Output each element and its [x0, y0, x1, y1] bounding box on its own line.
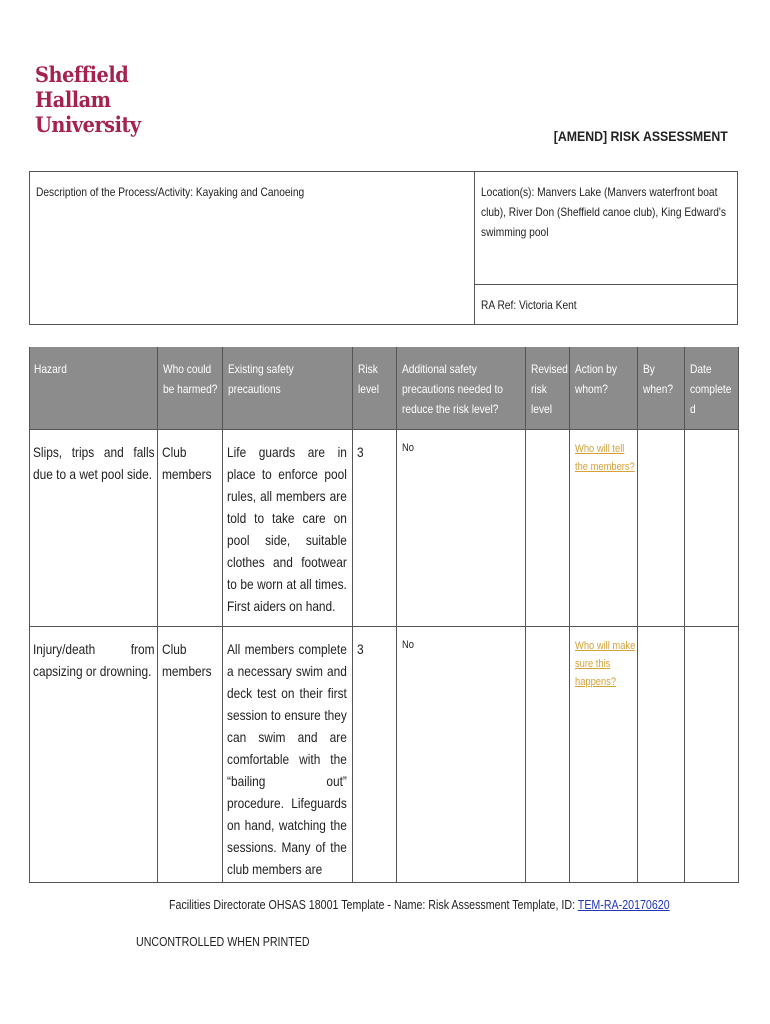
logo-line-3: University [35, 112, 141, 137]
info-table [29, 171, 738, 325]
row2-who: Club members [162, 641, 212, 679]
row-divider [29, 429, 738, 430]
document-title: [AMEND] RISK ASSESSMENT [553, 128, 728, 144]
uncontrolled-notice: UNCONTROLLED WHEN PRINTED [136, 934, 310, 949]
row1-additional: No [402, 442, 414, 454]
row2-risk-level: 3 [357, 641, 364, 657]
logo-line-1: Sheffield [35, 62, 129, 87]
header-action: Action by whom? [575, 362, 617, 396]
header-additional: Additional safety precautions needed to reduce the risk level? [402, 362, 503, 416]
description-cell [30, 172, 475, 324]
column-divider [157, 347, 158, 882]
column-divider [396, 347, 397, 882]
university-logo [35, 62, 141, 137]
column-divider [637, 347, 638, 882]
row1-action-link[interactable]: Who will tell the members? [575, 443, 635, 473]
row-divider [29, 626, 738, 627]
column-divider [684, 347, 685, 882]
row2-hazard: Injury/death from capsizing or drowning. [33, 641, 155, 679]
row1-hazard: Slips, trips and falls due to a wet pool side. [33, 444, 155, 482]
header-existing: Existing safety precautions [228, 362, 294, 396]
header-revised: Revised risk level [531, 362, 568, 416]
risk-table [29, 347, 739, 883]
column-divider [29, 347, 30, 882]
ra-ref-text: RA Ref: Victoria Kent [481, 298, 577, 312]
column-divider [352, 347, 353, 882]
row1-existing: Life guards are in place to enforce pool rules, all members are told to take care on pool side, suitable clothes and footwear to be worn at all times. First aiders on hand. [227, 444, 347, 614]
header-risk-level: Risk level [358, 362, 379, 396]
row1-risk-level: 3 [357, 444, 364, 460]
logo-line-2: Hallam [35, 87, 111, 112]
row1-who: Club members [162, 444, 212, 482]
template-id-link[interactable]: TEM-RA-20170620 [577, 897, 670, 912]
activity-description: Description of the Process/Activity: Kayaking and Canoeing [36, 185, 305, 199]
footer-text: Facilities Directorate OHSAS 18001 Template - Name: Risk Assessment Template, ID: [169, 897, 578, 912]
ra-ref-cell [475, 285, 737, 324]
header-by-when: By when? [643, 362, 674, 396]
row2-additional: No [402, 639, 414, 651]
column-divider [222, 347, 223, 882]
column-divider [569, 347, 570, 882]
header-who: Who could be harmed? [163, 362, 218, 396]
header-date: Date complete d [690, 362, 732, 416]
footer-template-info [169, 897, 670, 912]
row2-existing: All members complete a necessary swim and deck test on their first session to ensure they can swim and are comfortable with the “bailing out” procedure. Lifeguards on hand, watching the sessions. Many of the club members are [227, 641, 347, 877]
location-cell [475, 172, 737, 285]
row2-action-link[interactable]: Who will make sure this happens? [575, 640, 636, 688]
column-divider [525, 347, 526, 882]
header-hazard: Hazard [34, 362, 67, 376]
location-text: Location(s): Manvers Lake (Manvers waterfront boat club), River Don (Sheffield canoe club), King Edward's swimming pool [481, 185, 726, 239]
